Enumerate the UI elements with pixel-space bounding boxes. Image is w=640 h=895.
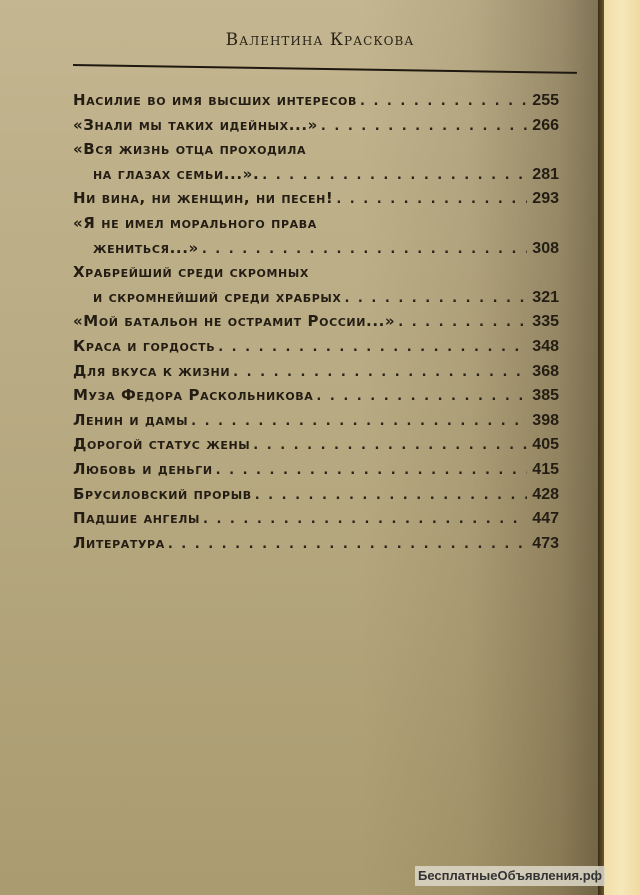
dot-leader	[341, 287, 527, 312]
dot-leader	[313, 385, 527, 410]
dot-leader	[230, 361, 527, 386]
toc-entry	[73, 383, 559, 408]
dot-leader	[200, 508, 527, 533]
toc-entry-page: 308	[532, 239, 559, 257]
toc-entry-continuation	[73, 162, 559, 187]
toc-entry	[73, 211, 559, 236]
toc-entry-page: 281	[532, 165, 559, 183]
toc-entry-title: Литература	[73, 533, 165, 552]
toc-entry-continuation	[73, 285, 559, 310]
dot-leader	[333, 188, 527, 213]
toc-entry-title: «Мой батальон не острамит России...»	[73, 312, 396, 331]
toc-entry-page: 348	[532, 337, 559, 355]
toc-entry-title: «Знали мы таких идейных...»	[73, 115, 318, 134]
toc-entry	[73, 408, 559, 433]
toc-entry-title: Ленин и дамы	[73, 410, 189, 429]
toc-entry	[73, 88, 559, 113]
next-page-edge	[604, 0, 640, 895]
running-head-author: Валентина Краскова	[225, 30, 415, 50]
toc-entry-page: 368	[532, 362, 559, 380]
toc-entry	[73, 260, 559, 285]
watermark: БесплатныеОбъявления.рф	[415, 866, 605, 886]
dot-leader	[213, 459, 527, 484]
toc-entry	[73, 432, 559, 457]
toc-entry-title: и скромнейший среди храбрых	[93, 287, 342, 306]
toc-entry	[73, 113, 559, 138]
dot-leader	[259, 164, 527, 189]
toc-entry-title: Краса и гордость	[73, 336, 216, 355]
toc-entry	[73, 482, 559, 507]
toc-entry-title: «Вся жизнь отца проходила	[73, 140, 307, 159]
toc-entry-title: Ни вина, ни женщин, ни песен!	[73, 189, 334, 208]
dot-leader	[250, 434, 527, 459]
toc-entry-page: 335	[532, 313, 559, 331]
toc-entry	[73, 531, 559, 556]
dot-leader	[395, 311, 527, 336]
toc-entry-page: 447	[532, 510, 559, 528]
toc-entry-page: 255	[532, 92, 559, 109]
toc-entry-page: 385	[532, 387, 559, 405]
toc-entry-page: 415	[532, 460, 559, 478]
toc-entry-page: 405	[532, 436, 559, 454]
toc-entry-page: 428	[532, 485, 559, 503]
toc-entry-page: 266	[532, 116, 559, 134]
toc-entry-title: Насилие во имя высших интересов	[73, 91, 357, 109]
toc-entry-page: 398	[532, 411, 559, 429]
toc-entry-title: Падшие ангелы	[73, 509, 200, 528]
toc-entry	[73, 137, 559, 162]
toc-entry	[73, 359, 559, 384]
toc-entry	[73, 309, 559, 334]
toc-entry-title: Дорогой статус жены	[73, 435, 251, 454]
toc-entry-title: Любовь и деньги	[73, 459, 213, 478]
toc-entry-page: 293	[532, 190, 559, 208]
toc-entry-title: жениться...»	[93, 238, 199, 257]
toc-entry-page: 321	[532, 288, 559, 306]
dot-leader	[188, 410, 527, 435]
toc-entry-title: на глазах семьи...».	[93, 164, 260, 183]
dot-leader	[357, 90, 527, 115]
toc-entry	[73, 334, 559, 359]
toc-entry-title: Муза Федора Раскольникова	[73, 386, 314, 405]
toc-entry-page: 473	[532, 534, 559, 552]
toc-entry	[73, 186, 559, 211]
dot-leader	[199, 238, 527, 263]
table-of-contents	[73, 88, 559, 555]
toc-entry-title: Брусиловский прорыв	[73, 484, 252, 503]
dot-leader	[318, 115, 527, 140]
header-rule	[73, 64, 577, 74]
toc-entry-title: «Я не имел морального права	[73, 213, 317, 232]
dot-leader	[252, 484, 527, 509]
dot-leader	[215, 336, 527, 361]
toc-entry-title: Храбрейший среди скромных	[73, 263, 309, 282]
toc-entry-title: Для вкуса к жизни	[73, 361, 231, 380]
dot-leader	[165, 533, 527, 558]
toc-entry-continuation	[73, 236, 559, 261]
toc-entry	[73, 457, 559, 482]
toc-entry	[73, 506, 559, 531]
